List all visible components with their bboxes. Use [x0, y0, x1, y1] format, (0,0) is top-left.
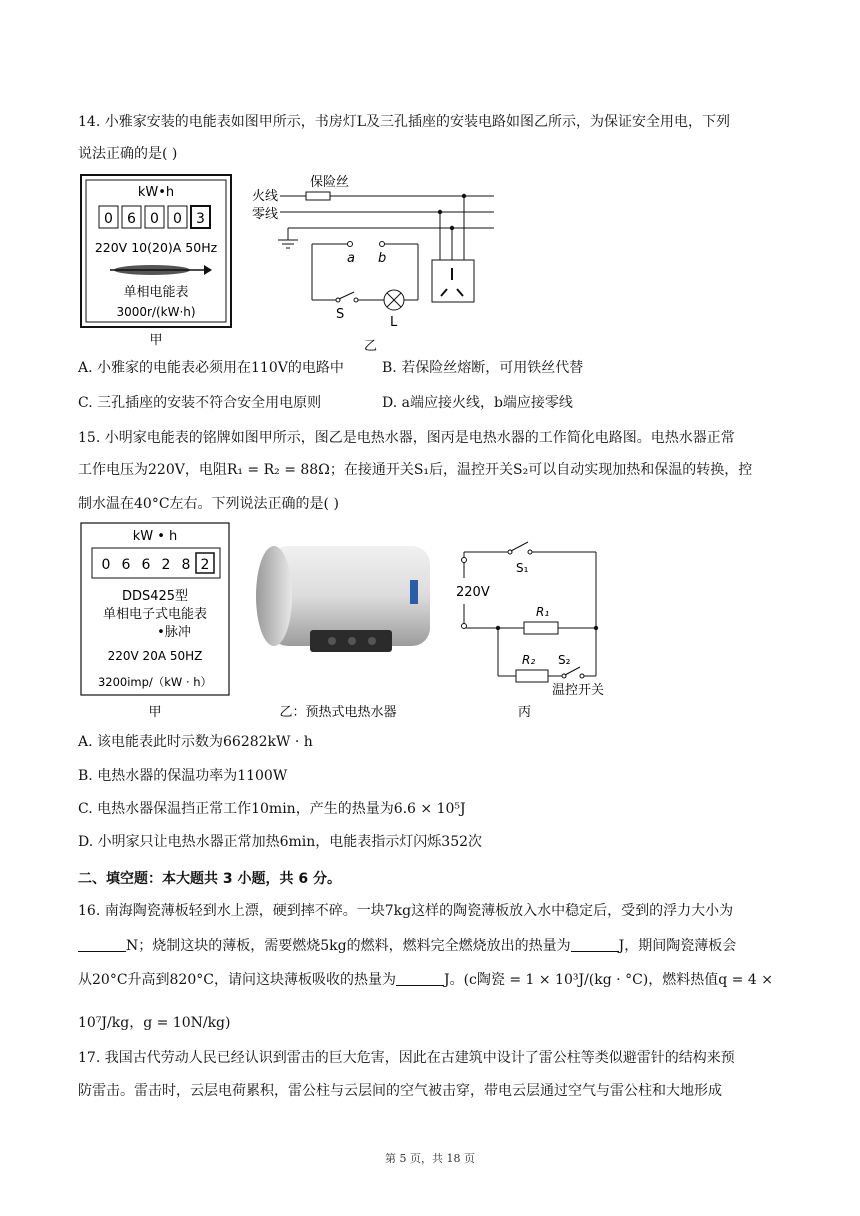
q16-stem-line4: 10⁷J/kg，g = 10N/kg)	[78, 1015, 231, 1031]
q14-option-c[interactable]: C. 三孔插座的安装不符合安全用电原则	[78, 395, 322, 411]
q14-option-a[interactable]: A. 小雅家的电能表必须用在110V的电路中	[78, 360, 344, 376]
q15-circuit-caption: 丙	[518, 705, 532, 720]
q14-meter-rate: 3000r/(kW·h)	[116, 305, 196, 319]
q15-meter-digits	[102, 553, 214, 573]
heater-endcap	[256, 546, 292, 646]
q14-meter-figure	[80, 174, 232, 350]
q14-meter-digit: 3	[196, 211, 205, 227]
q15-stem-line3: 制水温在40°C左右。下列说法正确的是( )	[78, 496, 339, 512]
q15-meter-spec: 220V 20A 50HZ	[107, 649, 203, 663]
q14-meter-digit: 0	[150, 211, 159, 227]
s2-switch-icon	[562, 667, 584, 678]
q15-meter-digit: 0	[101, 557, 111, 573]
q16-stem-line1: 16. 南海陶瓷薄板轻到水上漂，硬到摔不碎。一块7kg这样的陶瓷薄板放入水中稳定后，受到的浮力大小为	[78, 903, 734, 919]
q15-s1-label: S₁	[516, 561, 529, 575]
q15-option-a[interactable]: A. 该电能表此时示数为66282kW · h	[78, 734, 313, 750]
q15-option-d[interactable]: D. 小明家只让电热水器正常加热6min，电能表指示灯闪烁352次	[78, 834, 483, 850]
q15-meter-digit: 6	[141, 557, 151, 573]
switch-icon	[336, 292, 358, 302]
q14-terminal-b: b	[378, 251, 387, 266]
q14-stem-line1: 14. 小雅家安装的电能表如图甲所示，书房灯L及三孔插座的安装电路如图乙所示，为保证安全用电，下列	[78, 114, 731, 130]
q15-meter-digit: 6	[121, 557, 131, 573]
answer-blank[interactable]	[78, 937, 126, 952]
q14-terminal-a: a	[347, 251, 355, 266]
q15-r2-label: R₂	[522, 653, 536, 667]
q15-meter-figure	[80, 522, 232, 722]
q15-meter-rate: 3200imp/（kW · h）	[97, 675, 213, 689]
q14-lamp-label: L	[390, 315, 398, 330]
q14-meter-disc-icon	[110, 265, 212, 275]
q15-meter-model: DDS425型	[121, 589, 189, 604]
q15-stem-line2: 工作电压为220V，电阻R₁ = R₂ = 88Ω；在接通开关S₁后，温控开关S₂可以自动实现加热和保温的转换，控	[78, 462, 753, 478]
ground-icon	[278, 240, 298, 248]
lamp-icon	[384, 290, 404, 310]
q14-option-d[interactable]: D. a端应接火线，b端应接零线	[382, 395, 573, 411]
q15-meter-digit: 2	[161, 557, 171, 573]
q14-switch-label: S	[336, 307, 345, 322]
q15-circuit-figure	[452, 538, 632, 722]
r2-resistor-icon	[516, 670, 548, 682]
q14-meter-caption: 甲	[149, 333, 163, 348]
q15-meter-pulse: •脉冲	[157, 625, 191, 640]
q15-stem-line1: 15. 小明家电能表的铭牌如图甲所示，图乙是电热水器，图丙是电热水器的工作简化电路图。电热水器正常	[78, 430, 735, 446]
q14-live-label: 火线	[252, 189, 279, 204]
answer-blank[interactable]	[396, 971, 444, 986]
three-hole-socket-icon	[432, 260, 474, 302]
heater-logo	[410, 580, 418, 604]
q15-meter-name: 单相电子式电能表	[102, 607, 208, 622]
q14-meter-digit: 6	[127, 211, 136, 227]
q15-meter-digit: 2	[200, 557, 210, 573]
q14-meter-digit: 0	[104, 211, 113, 227]
q15-heater-caption: 乙：预热式电热水器	[279, 705, 397, 720]
q16-stem-line3: 从20°C升高到820°C，请问这块薄板吸收的热量为 J。(c陶瓷 = 1 × 10³J/(kg · °C)，燃料热值q = 4 ×	[78, 972, 773, 988]
fuse-icon	[306, 192, 330, 200]
q14-meter-spec: 220V 10(20)A 50Hz	[94, 240, 218, 255]
section-heading: 二、填空题：本大题共 3 小题，共 6 分。	[78, 871, 341, 887]
q17-stem-line1: 17. 我国古代劳动人民已经认识到雷击的巨大危害，因此在古建筑中设计了雷公柱等类似避雷针的结构来预	[78, 1050, 735, 1066]
q16-stem-line2: N；烧制这块的薄板，需要燃烧5kg的燃料，燃料完全燃烧放出的热量为 J，期间陶瓷薄板会	[78, 936, 784, 956]
q14-meter-digits	[99, 206, 210, 228]
q15-voltage-label: 220V	[456, 585, 490, 600]
q14-circuit-figure	[248, 172, 498, 354]
page-footer: 第 5 页，共 18 页	[385, 1152, 475, 1165]
q14-neutral-label: 零线	[252, 207, 279, 222]
q14-option-b[interactable]: B. 若保险丝熔断，可用铁丝代替	[382, 360, 584, 376]
q15-r1-label: R₁	[536, 605, 550, 619]
q17-stem-line2: 防雷击。雷击时，云层电荷累积，雷公柱与云层间的空气被击穿，带电云层通过空气与雷公柱和大地形成	[78, 1083, 722, 1099]
q15-option-c[interactable]: C. 电热水器保温挡正常工作10min，产生的热量为6.6 × 10⁵J	[78, 801, 466, 817]
s1-switch-icon	[508, 542, 532, 554]
r1-resistor-icon	[524, 622, 558, 634]
q15-thermo-label: 温控开关	[552, 683, 605, 698]
q15-water-heater-figure	[248, 538, 448, 722]
answer-blank[interactable]	[571, 937, 619, 952]
q14-meter-digit: 0	[173, 211, 182, 227]
q14-stem-line2: 说法正确的是( )	[78, 146, 178, 162]
q15-meter-digit: 8	[181, 557, 191, 573]
q14-fuse-label: 保险丝	[310, 175, 350, 190]
q14-circuit-caption: 乙	[364, 339, 378, 354]
q15-meter-caption: 甲	[148, 705, 162, 720]
q15-option-b[interactable]: B. 电热水器的保温功率为1100W	[78, 768, 288, 784]
q14-meter-unit: kW•h	[137, 185, 175, 200]
q15-meter-unit: kW • h	[132, 529, 178, 544]
q15-s2-label: S₂	[558, 653, 571, 667]
q14-meter-name: 单相电能表	[123, 285, 189, 300]
